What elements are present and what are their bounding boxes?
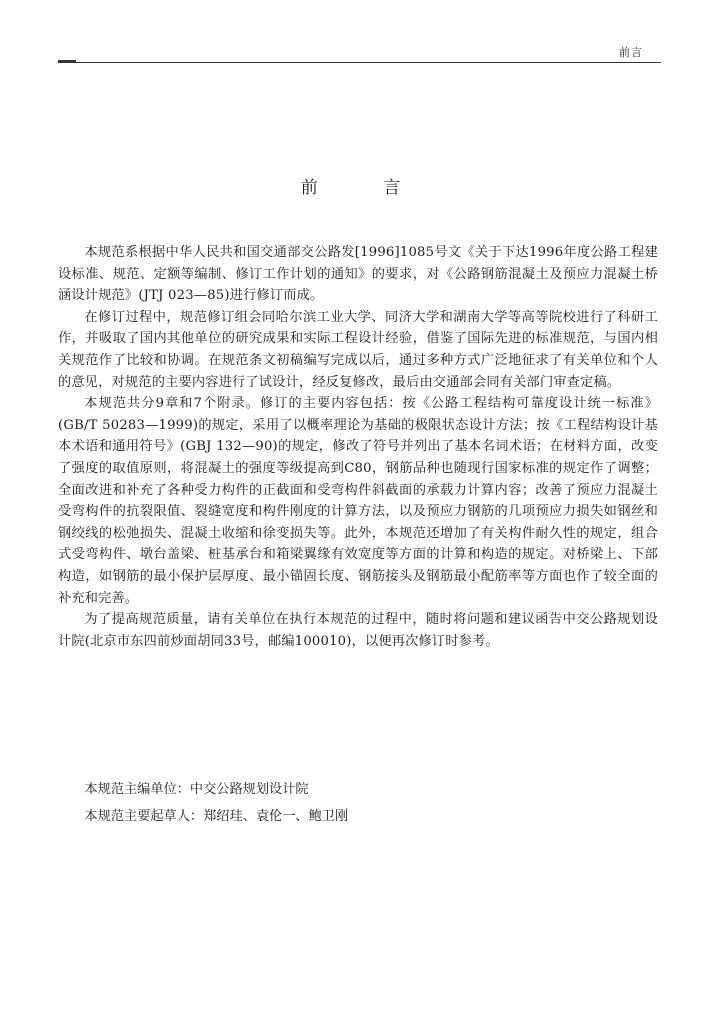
preface-paragraph: 在修订过程中，规范修订组会同哈尔滨工业大学、同济大学和湖南大学等高等院校进行了科研工作，并吸取了国内其他单位的研究成果和实际工程设计经验，借鉴了国际先进的标准规范，与国内相关规范作了比较和协调。在规范条文初稿编写完成以后，通过多种方式广泛地征求了有关单位和个人的意见，对规范的主要内容进行了试设计，经反复修改，最后由交通部会同有关部门审查定稿。 [58,309,658,390]
credits-block [58,776,658,830]
preface-paragraph: 为了提高规范质量，请有关单位在执行本规范的过程中，随时将问题和建议函告中交公路规划设计院(北京市东四前炒面胡同33号，邮编100010)，以便再次修订时参考。 [58,612,658,649]
running-header: 前言 [619,46,643,59]
preface-paragraph: 本规范共分9章和7个附录。修订的主要内容包括：按《公路工程结构可靠度设计统一标准》(GB/T 50283—1999)的规定，采用了以概率理论为基础的极限状态设计方法；按《工程结构设计基本术语和通用符号》(GBJ 132—90)的规定，修改了符号并列出了基本名词术语；在材料方面，改变了强度的取值原则，将混凝土的强度等级提高到C80，钢筋品种也随现行国家标准的规定作了调整；全面改进和补充了各种受力构件的正截面和受弯构件斜截面的承载力计算内容；改善了预应力混凝土受弯构件的抗裂限值、裂缝宽度和构件刚度的计算方法，以及预应力钢筋的几项预应力损失如钢丝和钢绞线的松弛损失、混凝土收缩和徐变损失等。此外，本规范还增加了有关构件耐久性的规定，组合式受弯构件、墩台盖梁、桩基承台和箱梁翼缘有效宽度等方面的计算和构造的规定。对桥梁上、下部构造，如钢筋的最小保护层厚度、最小锚固长度、钢筋接头及钢筋最小配筋率等方面也作了较全面的补充和完善。 [58,396,658,606]
header-rule [58,62,661,63]
chief-editor-unit: 本规范主编单位：中交公路规划设计院 [84,782,309,797]
preface-body [58,242,658,652]
preface-paragraph: 本规范系根据中华人民共和国交通部交公路发[1996]1085号文《关于下达1996年度公路工程建设标准、规范、定额等编制、修订工作计划的通知》的要求，对《公路钢筋混凝土及预应力混凝土桥涵设计规范》(JTJ 023—85)进行修订而成。 [58,245,658,304]
main-drafters: 本规范主要起草人：郑绍珪、袁伦一、鲍卫刚 [84,809,349,824]
page-title: 前 言 [300,178,431,198]
